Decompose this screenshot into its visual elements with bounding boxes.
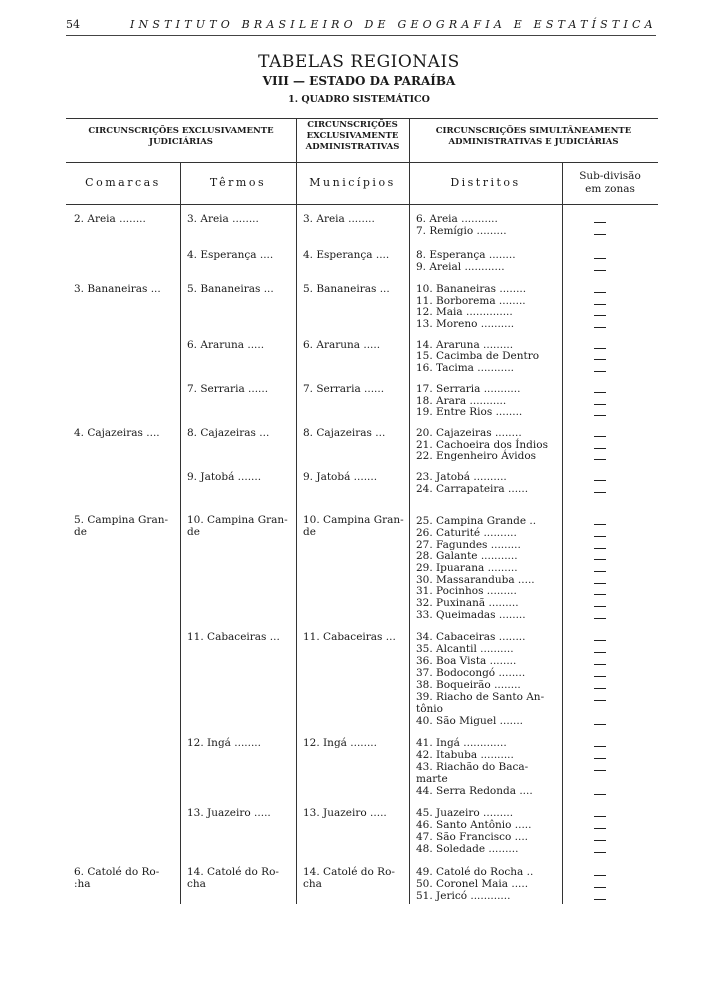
distrito-entry: 35. Alcantil .......... [416,643,514,655]
column-header-rule [66,204,658,205]
column-header-municipios: Municípios [309,176,396,189]
municipio-entry: 3. Areia ........ [303,213,375,225]
termo-entry: 3. Areia ........ [187,213,259,225]
subdivisao-dash [594,222,606,223]
subdivisao-dash [594,448,606,449]
column-header-termos: Têrmos [209,176,267,189]
distrito-entry: 36. Boa Vista ........ [416,655,517,667]
subdivisao-dash [594,304,606,305]
column-divider [409,204,410,904]
distrito-entry: 41. Ingá ............. [416,737,507,749]
comarca-entry: 6. Catolé do Ro- :ha [74,866,160,890]
subdivisao-dash [594,327,606,328]
subdivisao-dash [594,794,606,795]
distrito-entry: 33. Queimadas ........ [416,609,526,621]
subdivisao-dash [594,492,606,493]
municipio-entry: 13. Juazeiro ..... [303,807,387,819]
distrito-entry: 50. Coronel Maia ..... [416,878,529,890]
distrito-entry: 16. Tacima ........... [416,362,514,374]
subdivisao-dash [594,524,606,525]
comarca-entry: 3. Bananeiras ... [74,283,161,295]
subdivisao-dash [594,640,606,641]
section-title: 1. QUADRO SISTEMÁTICO [288,94,430,105]
termo-entry: 10. Campina Gran- de [187,514,288,538]
distrito-entry: 44. Serra Redonda .... [416,785,533,797]
comarca-entry: 5. Campina Gran- de [74,514,169,538]
subdivisao-dash [594,258,606,259]
distrito-entry: 32. Puxinanã ......... [416,597,519,609]
subdivisao-dash [594,664,606,665]
distrito-entry: 29. Ipuarana ......... [416,562,518,574]
distrito-entry: 30. Massaranduba ..... [416,574,535,586]
distrito-entry: 9. Areial ............ [416,261,505,273]
subdivisao-dash [594,816,606,817]
municipio-entry: 7. Serraria ...... [303,383,385,395]
municipio-entry: 9. Jatobá ....... [303,471,378,483]
subdivisao-dash [594,758,606,759]
column-divider [180,204,181,904]
municipio-entry: 5. Bananeiras ... [303,283,390,295]
subdivisao-dash [594,359,606,360]
comarca-entry: 4. Cajazeiras .... [74,427,160,439]
distrito-entry: 51. Jericó ............ [416,890,511,902]
distrito-entry: 28. Galante ........... [416,550,518,562]
distrito-entry: 20. Cajazeiras ........ [416,427,522,439]
distrito-entry: 19. Entre Rios ........ [416,406,523,418]
subdivisao-dash [594,348,606,349]
subdivisao-dash [594,875,606,876]
distrito-entry: 46. Santo Antônio ..... [416,819,532,831]
termo-entry: 14. Catolé do Ro- cha [187,866,279,890]
municipio-entry: 12. Ingá ........ [303,737,377,749]
distrito-entry: 21. Cachoeira dos Índios [416,439,548,451]
subdivisao-dash [594,887,606,888]
termo-entry: 9. Jatobá ....... [187,471,262,483]
subdivisao-dash [594,548,606,549]
column-header-comarcas: Comarcas [85,176,161,189]
distrito-entry: 25. Campina Grande .. [416,515,537,527]
subdivisao-dash [594,536,606,537]
municipio-entry: 14. Catolé do Ro- cha [303,866,395,890]
column-divider [296,204,297,904]
comarca-entry: 2. Areia ........ [74,213,146,225]
distrito-entry: 12. Maia .............. [416,306,513,318]
subdivisao-dash [594,899,606,900]
distrito-entry: 23. Jatobá .......... [416,471,507,483]
municipio-entry: 4. Esperança .... [303,249,390,261]
distrito-entry: 42. Itabuba .......... [416,749,514,761]
group-header-rule [66,162,658,163]
distrito-entry: 11. Borborema ........ [416,295,526,307]
distrito-entry: 17. Serraria ........... [416,383,521,395]
group-header-administrativas: CIRCUNSCRIÇÕES EXCLUSIVAMENTE ADMINISTRATIVAS [305,120,400,152]
distrito-entry: 8. Esperança ........ [416,249,516,261]
subdivisao-dash [594,606,606,607]
termo-entry: 11. Cabaceiras ... [187,631,280,643]
column-header-subdivisao: Sub-divisão em zonas [579,170,641,195]
distrito-entry: 14. Araruna ......... [416,339,514,351]
subdivisao-dash [594,415,606,416]
subdivisao-dash [594,594,606,595]
subdivisao-dash [594,700,606,701]
subdivisao-dash [594,840,606,841]
subdivisao-dash [594,676,606,677]
column-header-distritos: Distritos [450,176,521,189]
subdivisao-dash [594,436,606,437]
distrito-entry: 10. Bananeiras ........ [416,283,527,295]
subdivisao-dash [594,270,606,271]
termo-entry: 4. Esperança .... [187,249,274,261]
distrito-entry: 49. Catolé do Rocha .. [416,866,534,878]
column-divider [562,204,563,904]
subdivisao-dash [594,234,606,235]
distrito-entry: 6. Areia ........... [416,213,498,225]
distrito-entry: 34. Cabaceiras ........ [416,631,526,643]
table-top-rule [66,118,658,119]
subdivisao-dash [594,404,606,405]
running-head [66,18,656,34]
termo-entry: 5. Bananeiras ... [187,283,274,295]
distrito-entry: 40. São Miguel ....... [416,715,524,727]
institution-name: INSTITUTO BRASILEIRO DE GEOGRAFIA E ESTATÍSTICA [130,18,657,31]
municipio-entry: 11. Cabaceiras ... [303,631,396,643]
subdivisao-dash [594,688,606,689]
distrito-entry: 27. Fagundes ......... [416,539,521,551]
group-header-judiciarias: CIRCUNSCRIÇÕES EXCLUSIVAMENTE JUDICIÁRIAS [88,126,274,147]
termo-entry: 6. Araruna ..... [187,339,265,351]
distrito-entry: 13. Moreno .......... [416,318,515,330]
group-header-simultaneas: CIRCUNSCRIÇÕES SIMULTÂNEAMENTE ADMINISTRATIVAS E JUDICIÁRIAS [435,126,632,147]
subdivisao-dash [594,652,606,653]
distrito-entry: 31. Pocinhos ......... [416,585,517,597]
distrito-entry: 45. Juazeiro ......... [416,807,514,819]
distrito-entry: 43. Riachão do Baca- marte [416,761,529,785]
distrito-entry: 26. Caturité .......... [416,527,517,539]
termo-entry: 12. Ingá ........ [187,737,261,749]
subdivisao-dash [594,459,606,460]
distrito-entry: 24. Carrapateira ...... [416,483,529,495]
distrito-entry: 48. Soledade ......... [416,843,519,855]
municipio-entry: 6. Araruna ..... [303,339,381,351]
subdivisao-dash [594,315,606,316]
subdivisao-dash [594,583,606,584]
subdivisao-dash [594,852,606,853]
distrito-entry: 7. Remígio ......... [416,225,507,237]
subdivisao-dash [594,746,606,747]
subdivisao-dash [594,618,606,619]
municipio-entry: 10. Campina Gran- de [303,514,404,538]
distrito-entry: 15. Cacimba de Dentro [416,350,540,362]
header-rule [66,35,656,36]
subdivisao-dash [594,371,606,372]
subdivisao-dash [594,480,606,481]
distrito-entry: 47. São Francisco .... [416,831,528,843]
distrito-entry: 38. Boqueirão ........ [416,679,521,691]
page-title: TABELAS REGIONAIS [258,52,460,72]
subdivisao-dash [594,724,606,725]
distrito-entry: 22. Engenheiro Ávidos [416,450,537,462]
municipio-entry: 8. Cajazeiras ... [303,427,386,439]
termo-entry: 8. Cajazeiras ... [187,427,270,439]
subdivisao-dash [594,770,606,771]
subdivisao-dash [594,571,606,572]
subdivisao-dash [594,828,606,829]
state-subtitle: VIII — ESTADO DA PARAÍBA [262,74,456,88]
subdivisao-dash [594,292,606,293]
termo-entry: 7. Serraria ...... [187,383,269,395]
page-number: 54 [66,18,80,31]
distrito-entry: 39. Riacho de Santo An- tônio [416,691,545,715]
distrito-entry: 37. Bodocongó ........ [416,667,526,679]
termo-entry: 13. Juazeiro ..... [187,807,271,819]
distrito-entry: 18. Arara ........... [416,395,507,407]
subdivisao-dash [594,392,606,393]
subdivisao-dash [594,559,606,560]
